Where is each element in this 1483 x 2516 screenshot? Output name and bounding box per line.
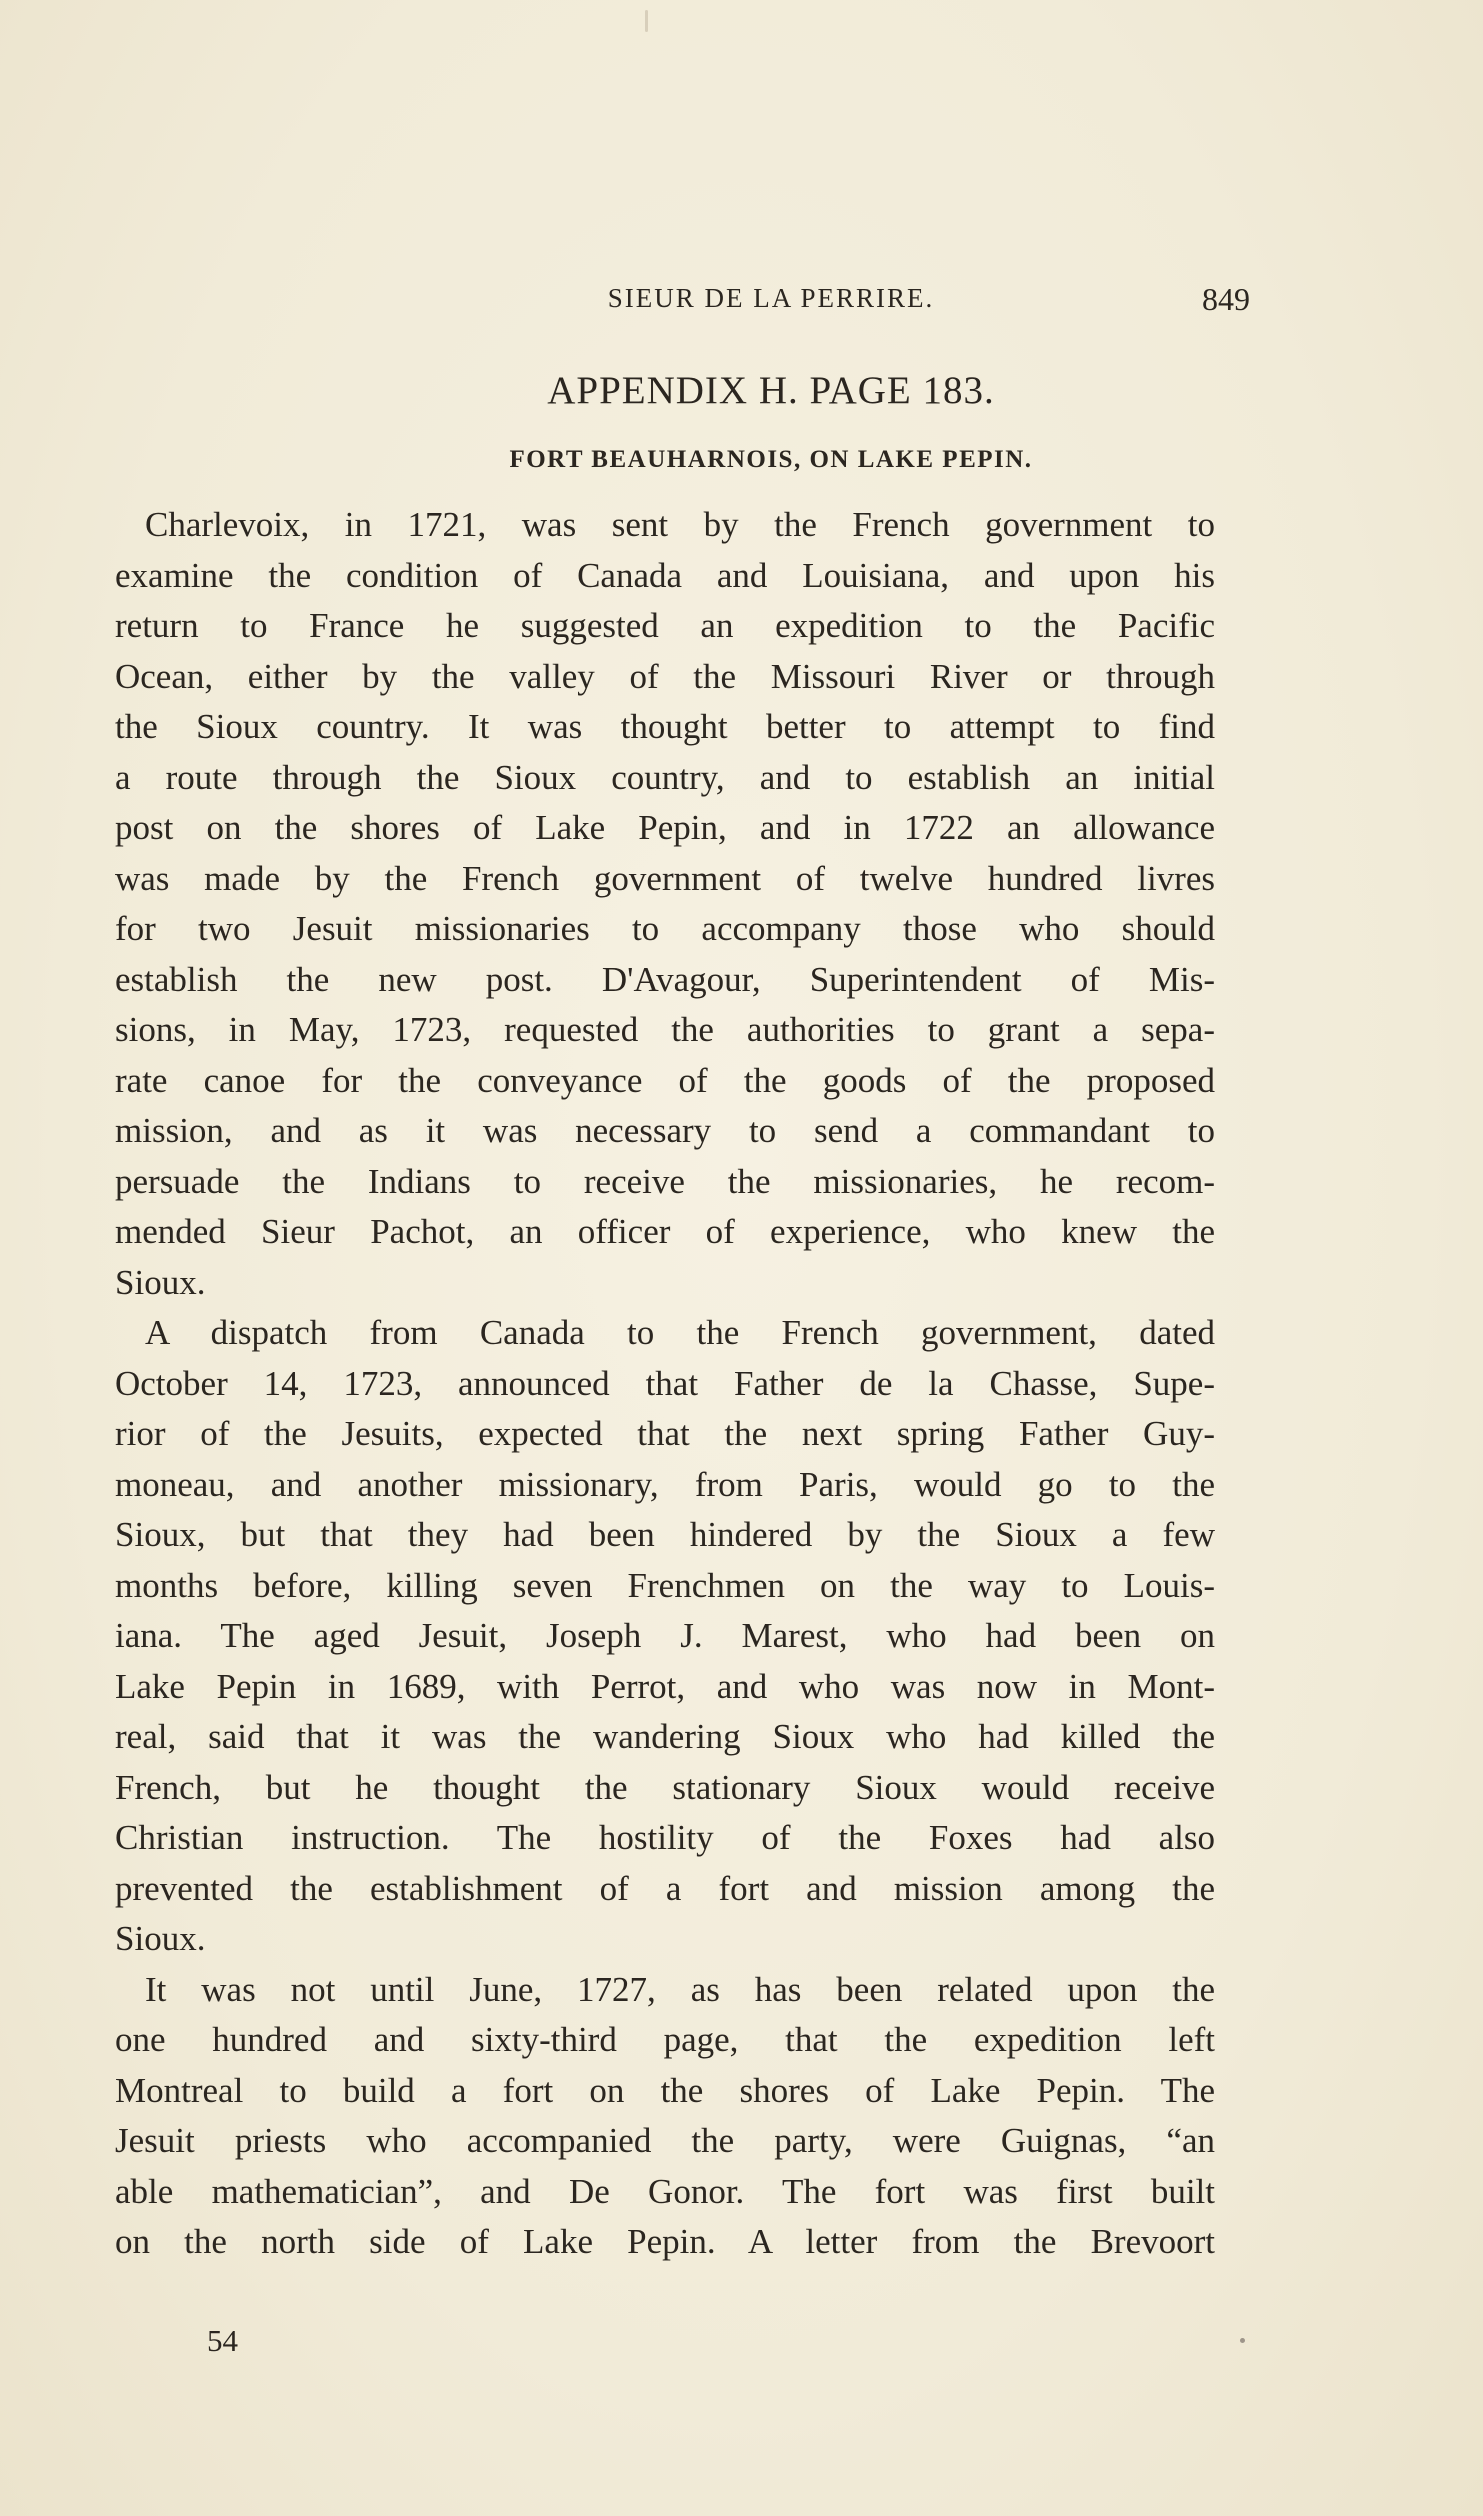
- text-line: Sioux.: [115, 1262, 206, 1302]
- text-line: one hundred and sixty-third page, that the expedition left: [115, 2020, 1215, 2059]
- text-line: Montreal to build a fort on the shores of Lake Pepin. The: [115, 2070, 1215, 2110]
- text-line: rior of the Jesuits, expected that the next spring Father Guy-: [115, 1414, 1215, 1453]
- text-line: for two Jesuit missionaries to accompany those who should: [115, 909, 1215, 948]
- running-head: [292, 283, 1250, 323]
- text-line: moneau, and another missionary, from Paris, would go to the: [115, 1464, 1215, 1504]
- running-title: SIEUR DE LA PERRIRE.: [607, 283, 935, 313]
- body-text: [115, 500, 1215, 2268]
- text-line: mission, and as it was necessary to send a commandant to: [115, 1111, 1215, 1150]
- text-line: examine the condition of Canada and Louisiana, and upon his: [115, 555, 1215, 595]
- text-line: months before, killing seven Frenchmen on the way to Louis-: [115, 1565, 1215, 1605]
- text-line: a route through the Sioux country, and to establish an initial: [115, 757, 1215, 797]
- text-line: Jesuit priests who accompanied the party, were Guignas, “an: [115, 2121, 1215, 2160]
- text-line: Sioux, but that they had been hindered by the Sioux a few: [115, 1515, 1215, 1554]
- text-line: iana. The aged Jesuit, Joseph J. Marest, who had been on: [115, 1616, 1215, 1655]
- text-line: the Sioux country. It was thought better to attempt to find: [115, 707, 1215, 746]
- text-line: post on the shores of Lake Pepin, and in 1722 an allowance: [115, 808, 1215, 847]
- text-line: prevented the establishment of a fort and mission among the: [115, 1868, 1215, 1908]
- text-line: Sioux.: [115, 1919, 206, 1958]
- text-line: Ocean, either by the valley of the Missouri River or through: [115, 656, 1215, 696]
- text-line: It was not until June, 1727, as has been related upon the: [145, 1969, 1215, 2009]
- text-line: able mathematician”, and De Gonor. The fort was first built: [115, 2171, 1215, 2211]
- text-line: real, said that it was the wandering Sioux who had killed the: [115, 1717, 1215, 1756]
- text-line: return to France he suggested an expedition to the Pacific: [115, 606, 1215, 645]
- text-line: A dispatch from Canada to the French government, dated: [145, 1313, 1215, 1352]
- paper-crease: [645, 10, 648, 32]
- text-line: Lake Pepin in 1689, with Perrot, and who was now in Mont-: [115, 1666, 1215, 1706]
- text-line: rate canoe for the conveyance of the goods of the proposed: [115, 1060, 1215, 1100]
- text-line: mended Sieur Pachot, an officer of experience, who knew the: [115, 1212, 1215, 1251]
- text-line: October 14, 1723, announced that Father de la Chasse, Supe-: [115, 1363, 1215, 1403]
- section-subtitle: FORT BEAUHARNOIS, ON LAKE PEPIN.: [509, 446, 1033, 473]
- text-line: Christian instruction. The hostility of the Foxes had also: [115, 1818, 1215, 1857]
- paper-speck: [1240, 2338, 1245, 2343]
- text-line: was made by the French government of twelve hundred livres: [115, 858, 1215, 898]
- text-line: French, but he thought the stationary Sioux would receive: [115, 1767, 1215, 1807]
- page-number: 849: [1202, 281, 1250, 317]
- text-line: establish the new post. D'Avagour, Superintendent of Mis-: [115, 959, 1215, 999]
- text-line: on the north side of Lake Pepin. A letter from the Brevoort: [115, 2222, 1215, 2261]
- text-line: persuade the Indians to receive the missionaries, he recom-: [115, 1161, 1215, 1201]
- text-line: Charlevoix, in 1721, was sent by the French government to: [145, 505, 1215, 544]
- signature-mark: 54: [207, 2323, 238, 2358]
- appendix-title: APPENDIX H. PAGE 183.: [547, 369, 995, 412]
- text-line: sions, in May, 1723, requested the authorities to grant a sepa-: [115, 1010, 1215, 1049]
